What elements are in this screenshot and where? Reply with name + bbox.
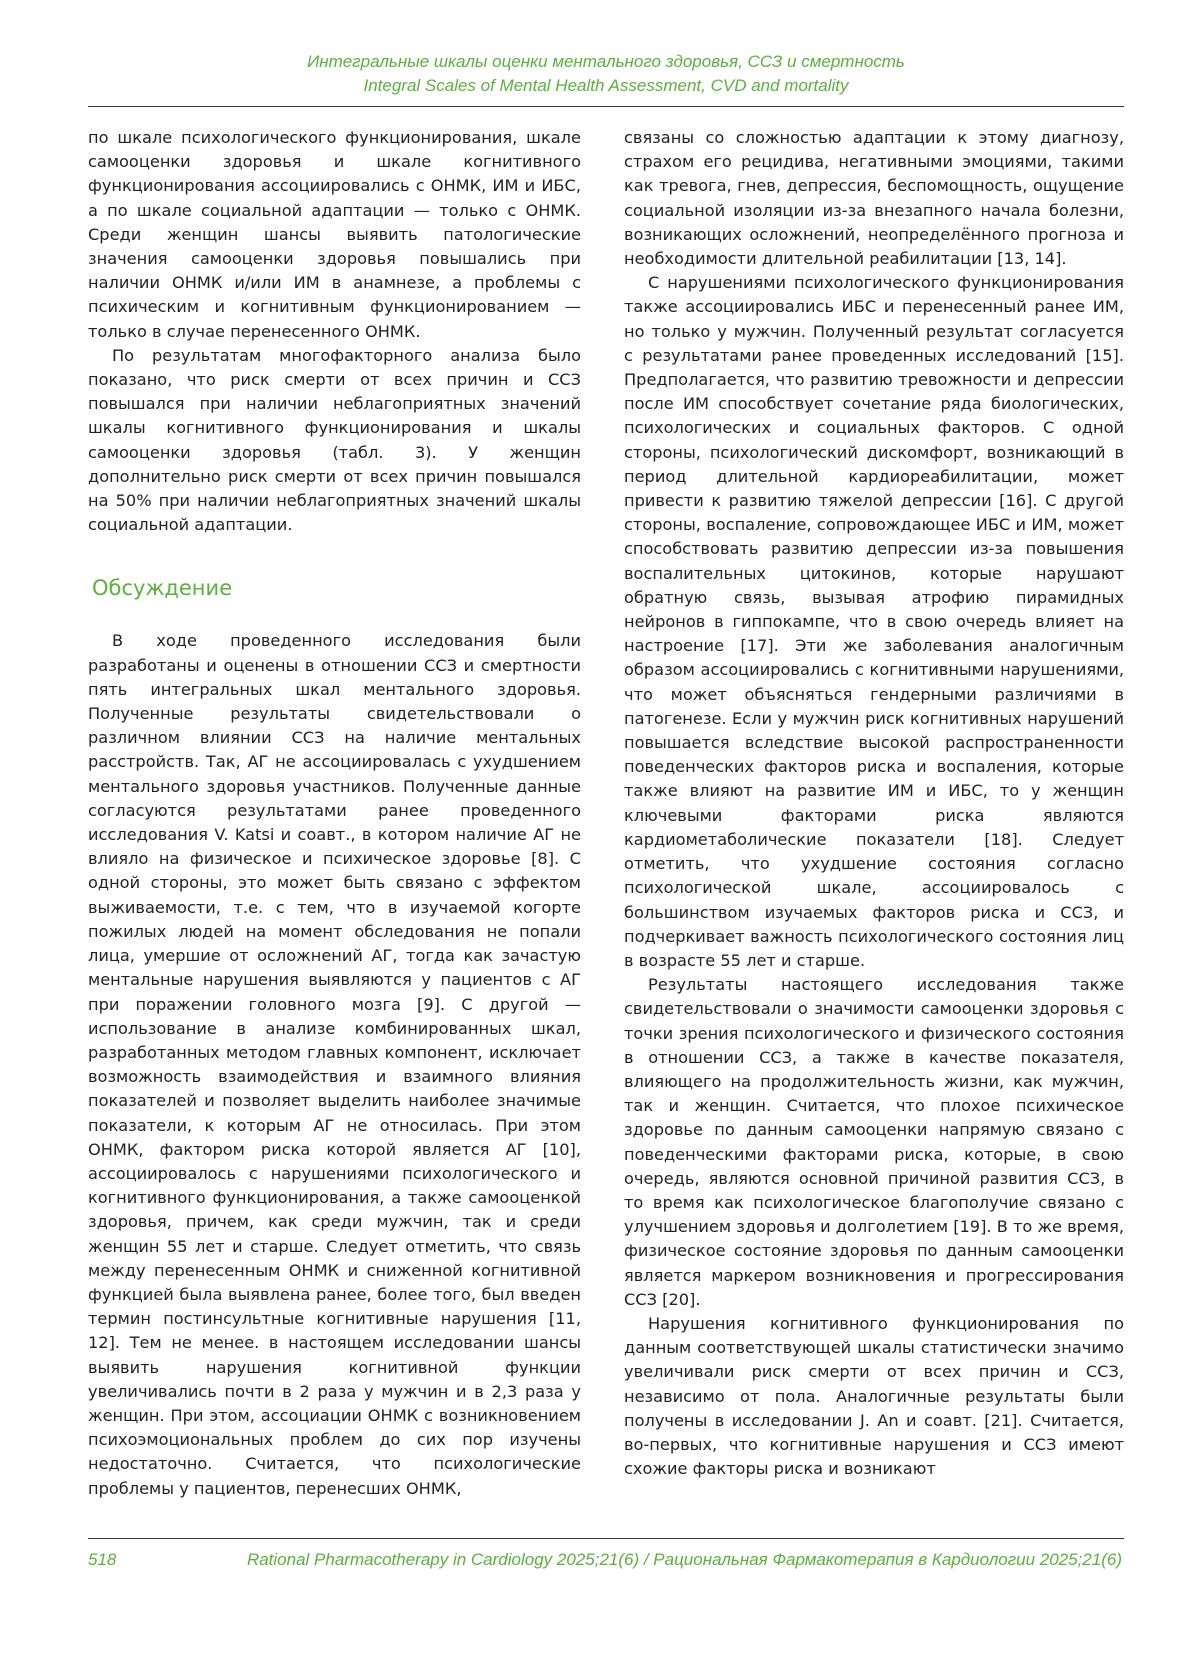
paragraph: В ходе проведенного исследования были разработаны и оценены в отношении ССЗ и смертности пять интегральных шкал ментального здоровья. Полученные результаты свидетельствовали о различном влиянии ССЗ на наличие ментальных расстройств. Так, АГ не ассоциировалась с ухудшением ментального здоровья участников. Полученные данные согласуются результатами ранее проведенного исследования V. Katsi и соавт., в котором наличие АГ не влияло на физическое и психическое здоровье [8]. С одной стороны, это может быть связано с эффектом выживаемости, т.е. с тем, что в изучаемой когорте пожилых людей на момент обследования не попали лица, умершие от осложнений АГ, тогда как зачастую ментальные нарушения выявляются у пациентов с АГ при поражении головного мозга [9]. С другой — использование в анализе комбинированных шкал, разработанных методом главных компонент, исключает возможность взаимодействия и взаимного влияния показателей и позволяет выделить наиболее значимые показатели, к которым АГ не относилась. При этом ОНМК, фактором риска которой является АГ [10], ассоциировалось с нарушениями психологического и когнитивного функционирования, а также самооценкой здоровья, причем, как среди мужчин, так и среди женщин 55 лет и старше. Следует отметить, что связь между перенесенным ОНМК и сниженной когнитивной функцией была выявлена ранее, более того, был введен термин постинсультные когнитивные нарушения [11, 12]. Тем не менее. в настоящем исследовании шансы выявить нарушения когнитивной функции увеличивались почти в 2 раза у мужчин и в 2,3 раза у женщин. При этом, ассоциации ОНМК с возникновением психоэмоциональных проблем до сих пор изучены недостаточно. Считается, что психологические проблемы у пациентов, перенесших ОНМК,	[88, 631, 581, 1498]
header-title-ru: Интегральные шкалы оценки ментального здоровья, ССЗ и смертность	[307, 52, 905, 71]
section-title: Обсуждение	[92, 576, 233, 601]
paragraph: Нарушения когнитивного функционирования по данным соответствующей шкалы статистически значимо увеличивали риск смерти от всех причин и ССЗ, независимо от пола. Аналогичные результаты были получены в исследовании J. An и соавт. [21]. Считается, во-первых, что когнитивные нарушения и ССЗ имеют схожие факторы риска и возникают	[624, 1313, 1124, 1479]
running-header	[88, 50, 1124, 98]
page-number: 518	[88, 1550, 117, 1569]
right-column	[624, 126, 1124, 1481]
header-divider	[88, 106, 1124, 107]
paragraph: по шкале психологического функционирования, шкале самооценки здоровья и шкале когнитивного функционирования ассоциировались с ОНМК, ИМ и ИБС, а по шкале социальной адаптации — только с ОНМК. Среди женщин шансы выявить патологические значения самооценки здоровья повышались при наличии ОНМК и/или ИМ в анамнезе, а проблемы с психическим и когнитивным функционированием — только в случае перенесенного ОНМК.	[88, 128, 581, 341]
paragraph: Результаты настоящего исследования также свидетельствовали о значимости самооценки здоровья с точки зрения психологического и физического состояния в отношении ССЗ, а также в качестве показателя, влияющего на продолжительность жизни, как мужчин, так и женщин. Считается, что плохое психическое здоровье по данным самооценки напрямую связано с поведенческими факторами риска, которые, в свою очередь, являются основной причиной развития ССЗ, в то время как психологическое благополучие связано с улучшением здоровья и долголетием [19]. В то же время, физическое состояние здоровья по данным самооценки является маркером возникновения и прогрессирования ССЗ [20].	[624, 975, 1125, 1309]
header-title-en: Integral Scales of Mental Health Assessment, CVD and mortality	[363, 76, 849, 95]
footer-divider	[88, 1538, 1124, 1539]
journal-citation: Rational Pharmacotherapy in Cardiology 2025;21(6) / Рациональная Фармакотерапия в Кардиологии 2025;21(6)	[246, 1550, 1122, 1569]
left-column	[88, 126, 581, 1501]
paragraph: По результатам многофакторного анализа было показано, что риск смерти от всех причин и ССЗ повышался при наличии неблагоприятных значений шкалы когнитивного функционирования и шкалы самооценки здоровья (табл. 3). У женщин дополнительно риск смерти от всех причин повышался на 50% при наличии неблагоприятных значений шкалы социальной адаптации.	[88, 345, 581, 535]
paragraph: С нарушениями психологического функционирования также ассоциировались ИБС и перенесенный ранее ИМ, но только у мужчин. Полученный результат согласуется с результатами ранее проведенных исследований [15]. Предполагается, что развитию тревожности и депрессии после ИМ способствует сочетание ряда биологических, психологических и социальных факторов. С одной стороны, психологический дискомфорт, возникающий в период длительной кардиореабилитации, может привести к развитию тяжелой депрессии [16]. С другой стороны, воспаление, сопровождающее ИБС и ИМ, может способствовать развитию депрессии из-за повышения воспалительных цитокинов, которые нарушают обратную связь, вызывая атрофию пирамидных нейронов в гиппокампе, что в свою очередь влияет на настроение [17]. Эти же заболевания аналогичным образом ассоциировались с когнитивными нарушениями, что может объясняться гендерными различиями в патогенезе. Если у мужчин риск когнитивных нарушений повышается вследствие высокой распространенности поведенческих факторов риска и воспаления, которые также влияют на развитие ИМ и ИБС, то у женщин ключевыми факторами риска являются кардиометаболические показатели [18]. Следует отметить, что ухудшение состояния согласно психологической шкале, ассоциировалось с большинством изучаемых факторов риска и ССЗ, и подчеркивает важность психологического состояния лиц в возрасте 55 лет и старше.	[624, 273, 1124, 970]
paragraph: связаны со сложностью адаптации к этому диагнозу, страхом его рецидива, негативными эмоциями, такими как тревога, гнев, депрессия, беспомощность, ощущение социальной изоляции из-за внезапного начала болезни, возникающих осложнений, неопределённого прогноза и необходимости длительной реабилитации [13, 14].	[624, 128, 1124, 269]
